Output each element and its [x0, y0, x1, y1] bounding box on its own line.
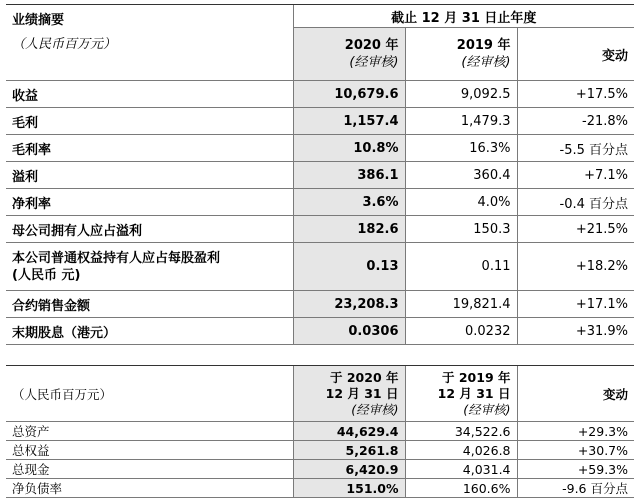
table-row: 母公司拥有人应占溢利 182.6 150.3 +21.5%: [6, 216, 634, 243]
table-row: 总现金 6,420.9 4,031.4 +59.3%: [6, 460, 634, 479]
table-row: 净利率 3.6% 4.0% -0.4 百分点: [6, 189, 634, 216]
table-row: 收益 10,679.6 9,092.5 +17.5%: [6, 81, 634, 108]
table-row: 毛利 1,157.4 1,479.3 -21.8%: [6, 108, 634, 135]
table-row: 末期股息（港元） 0.0306 0.0232 +31.9%: [6, 318, 634, 345]
table1-title: 业绩摘要: [12, 13, 65, 28]
table-row: 净负债率 151.0% 160.6% -9.6 百分点: [6, 479, 634, 498]
table2-col-change: 变动: [517, 366, 634, 422]
results-summary-table: [6, 4, 634, 345]
table-row: 本公司普通权益持有人应占每股盈利 (人民币 元) 0.13 0.11 +18.2%: [6, 243, 634, 291]
table1-unit: （人民币百万元）: [12, 37, 117, 52]
table1-col-change: 变动: [517, 28, 634, 81]
financial-position-table: [6, 365, 634, 498]
table2-unit: （人民币百万元）: [6, 366, 293, 422]
table2-col-2019: 于 2019 年 12 月 31 日 (经审核): [405, 366, 517, 422]
table1-col-2020: 2020 年 (经审核): [293, 28, 405, 81]
table2-col-2020: 于 2020 年 12 月 31 日 (经审核): [293, 366, 405, 422]
table1-period-header: 截止 12 月 31 日止年度: [293, 5, 634, 28]
table1-title-cell: [6, 5, 293, 81]
table1-col-2019: 2019 年 (经审核): [405, 28, 517, 81]
table-row: 溢利 386.1 360.4 +7.1%: [6, 162, 634, 189]
table-row: 总资产 44,629.4 34,522.6 +29.3%: [6, 422, 634, 441]
table-row: 总权益 5,261.8 4,026.8 +30.7%: [6, 441, 634, 460]
table-row: 合约销售金额 23,208.3 19,821.4 +17.1%: [6, 291, 634, 318]
table-row: 毛利率 10.8% 16.3% -5.5 百分点: [6, 135, 634, 162]
